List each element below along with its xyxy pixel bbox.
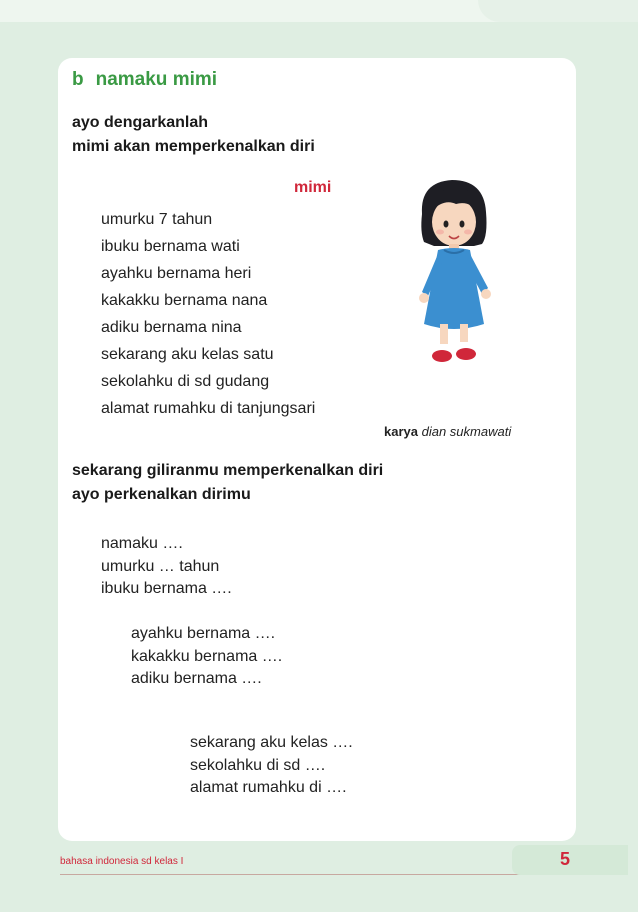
fill-group-3: [190, 732, 353, 800]
top-decoration: [0, 0, 638, 22]
fill-line: sekarang aku kelas ….: [190, 734, 353, 751]
section-title: [72, 69, 217, 91]
section-letter: b: [72, 69, 84, 90]
poem-line: ibuku bernama wati: [101, 238, 240, 255]
fill-line: namaku ….: [101, 535, 183, 552]
fill-line: alamat rumahku di ….: [190, 779, 347, 796]
poem-line: adiku bernama nina: [101, 319, 242, 336]
fill-group-2: [131, 623, 282, 691]
intro-line-2: mimi akan memperkenalkan diri: [72, 138, 315, 155]
fill-line: kakakku bernama ….: [131, 647, 283, 665]
poem-line: umurku 7 tahun: [101, 211, 213, 228]
fill-line: umurku … tahun: [101, 557, 220, 575]
footer-book-title: bahasa indonesia sd kelas I: [60, 856, 184, 867]
author-name: dian sukmawati: [421, 424, 512, 439]
intro-line-1: ayo dengarkanlah: [72, 114, 209, 131]
girl-illustration: [404, 174, 504, 374]
author-label: karya: [384, 424, 418, 439]
footer-divider: [60, 874, 578, 875]
poem-title: mimi: [294, 179, 332, 196]
fill-line: sekolahku di sd ….: [190, 756, 326, 774]
poem-line: sekolahku di sd gudang: [101, 373, 270, 390]
section-title-text: namaku mimi: [95, 69, 218, 90]
poem-body: [101, 206, 315, 422]
fill-line: ayahku bernama ….: [131, 625, 276, 642]
poem-line: ayahku bernama heri: [101, 265, 252, 282]
poem-line: alamat rumahku di tanjungsari: [101, 400, 316, 417]
fill-line: adiku bernama ….: [131, 670, 262, 687]
poem-line: sekarang aku kelas satu: [101, 346, 274, 363]
page-number: 5: [560, 849, 571, 869]
poem-author: [384, 424, 511, 439]
intro-block: [72, 111, 315, 159]
prompt-line-2: ayo perkenalkan dirimu: [72, 486, 251, 503]
prompt-block: [72, 459, 383, 507]
prompt-line-1: sekarang giliranmu memperkenalkan diri: [72, 462, 384, 479]
fill-group-1: [101, 533, 232, 601]
fill-line: ibuku bernama ….: [101, 580, 232, 597]
poem-line: kakakku bernama nana: [101, 292, 268, 309]
